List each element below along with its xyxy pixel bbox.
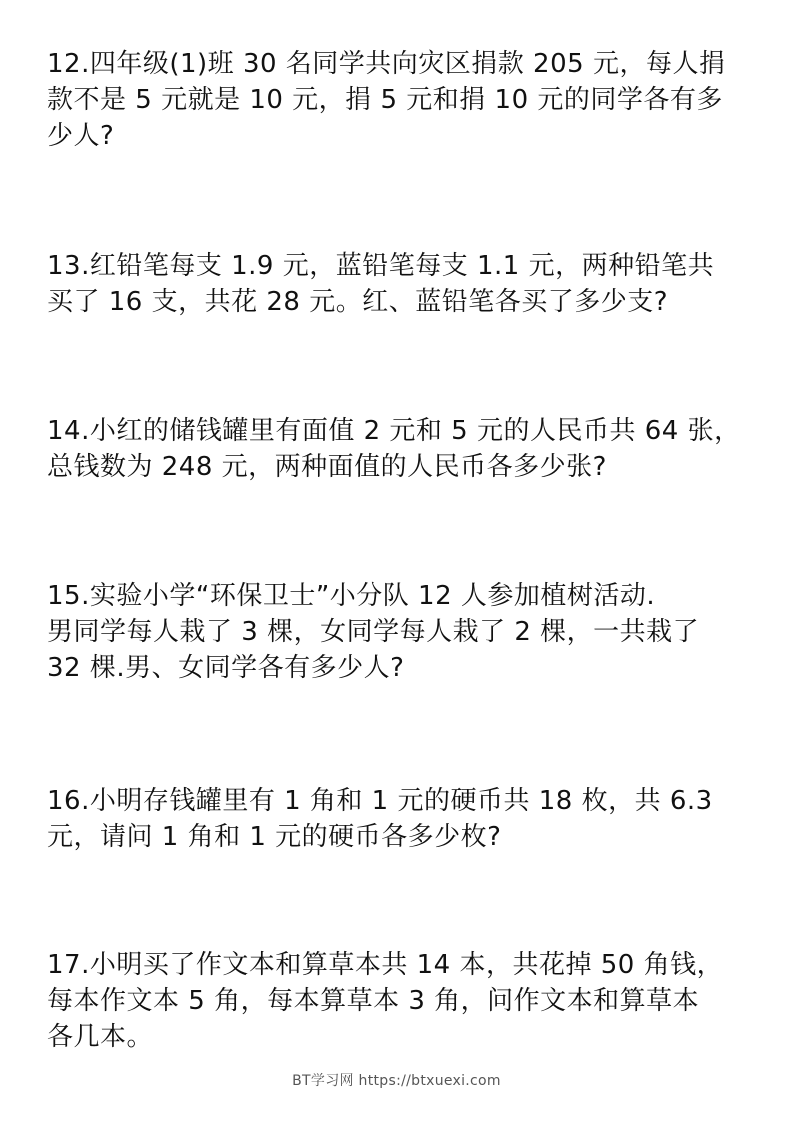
footer-watermark: BT学习网 https://btxuexi.com <box>292 1073 501 1089</box>
problem-16 <box>47 783 747 855</box>
problem-line: 各几本。 <box>47 1022 154 1052</box>
problem-line: 款不是 5 元就是 10 元，捐 5 元和捐 10 元的同学各有多 <box>47 85 723 115</box>
problem-line: 男同学每人栽了 3 棵，女同学每人栽了 2 棵，一共栽了 <box>47 617 700 647</box>
problem-line: 14.小红的储钱罐里有面值 2 元和 5 元的人民币共 64 张， <box>47 416 741 446</box>
problem-15 <box>47 578 747 686</box>
problem-line: 少人? <box>47 121 115 151</box>
problem-line: 13.红铅笔每支 1.9 元，蓝铅笔每支 1.1 元，两种铅笔共 <box>47 251 715 281</box>
problem-line: 元，请问 1 角和 1 元的硬币各多少枚? <box>47 822 502 852</box>
problem-line: 17.小明买了作文本和算草本共 14 本，共花掉 50 角钱， <box>47 950 724 980</box>
problem-line: 32 棵.男、女同学各有多少人? <box>47 653 405 683</box>
problem-line: 总钱数为 248 元，两种面值的人民币各多少张? <box>47 452 607 482</box>
problem-line: 买了 16 支，共花 28 元。红、蓝铅笔各买了多少支? <box>47 287 669 317</box>
problem-line: 12.四年级(1)班 30 名同学共向灾区捐款 205 元，每人捐 <box>47 49 726 79</box>
problem-line: 每本作文本 5 角，每本算草本 3 角，问作文本和算草本 <box>47 986 700 1016</box>
problem-13 <box>47 248 747 320</box>
problem-17 <box>47 947 747 1055</box>
problem-line: 15.实验小学“环保卫士”小分队 12 人参加植树活动. <box>47 581 656 611</box>
problem-line: 16.小明存钱罐里有 1 角和 1 元的硬币共 18 枚，共 6.3 <box>47 786 713 816</box>
problem-14 <box>47 413 747 485</box>
problem-12 <box>47 46 747 154</box>
